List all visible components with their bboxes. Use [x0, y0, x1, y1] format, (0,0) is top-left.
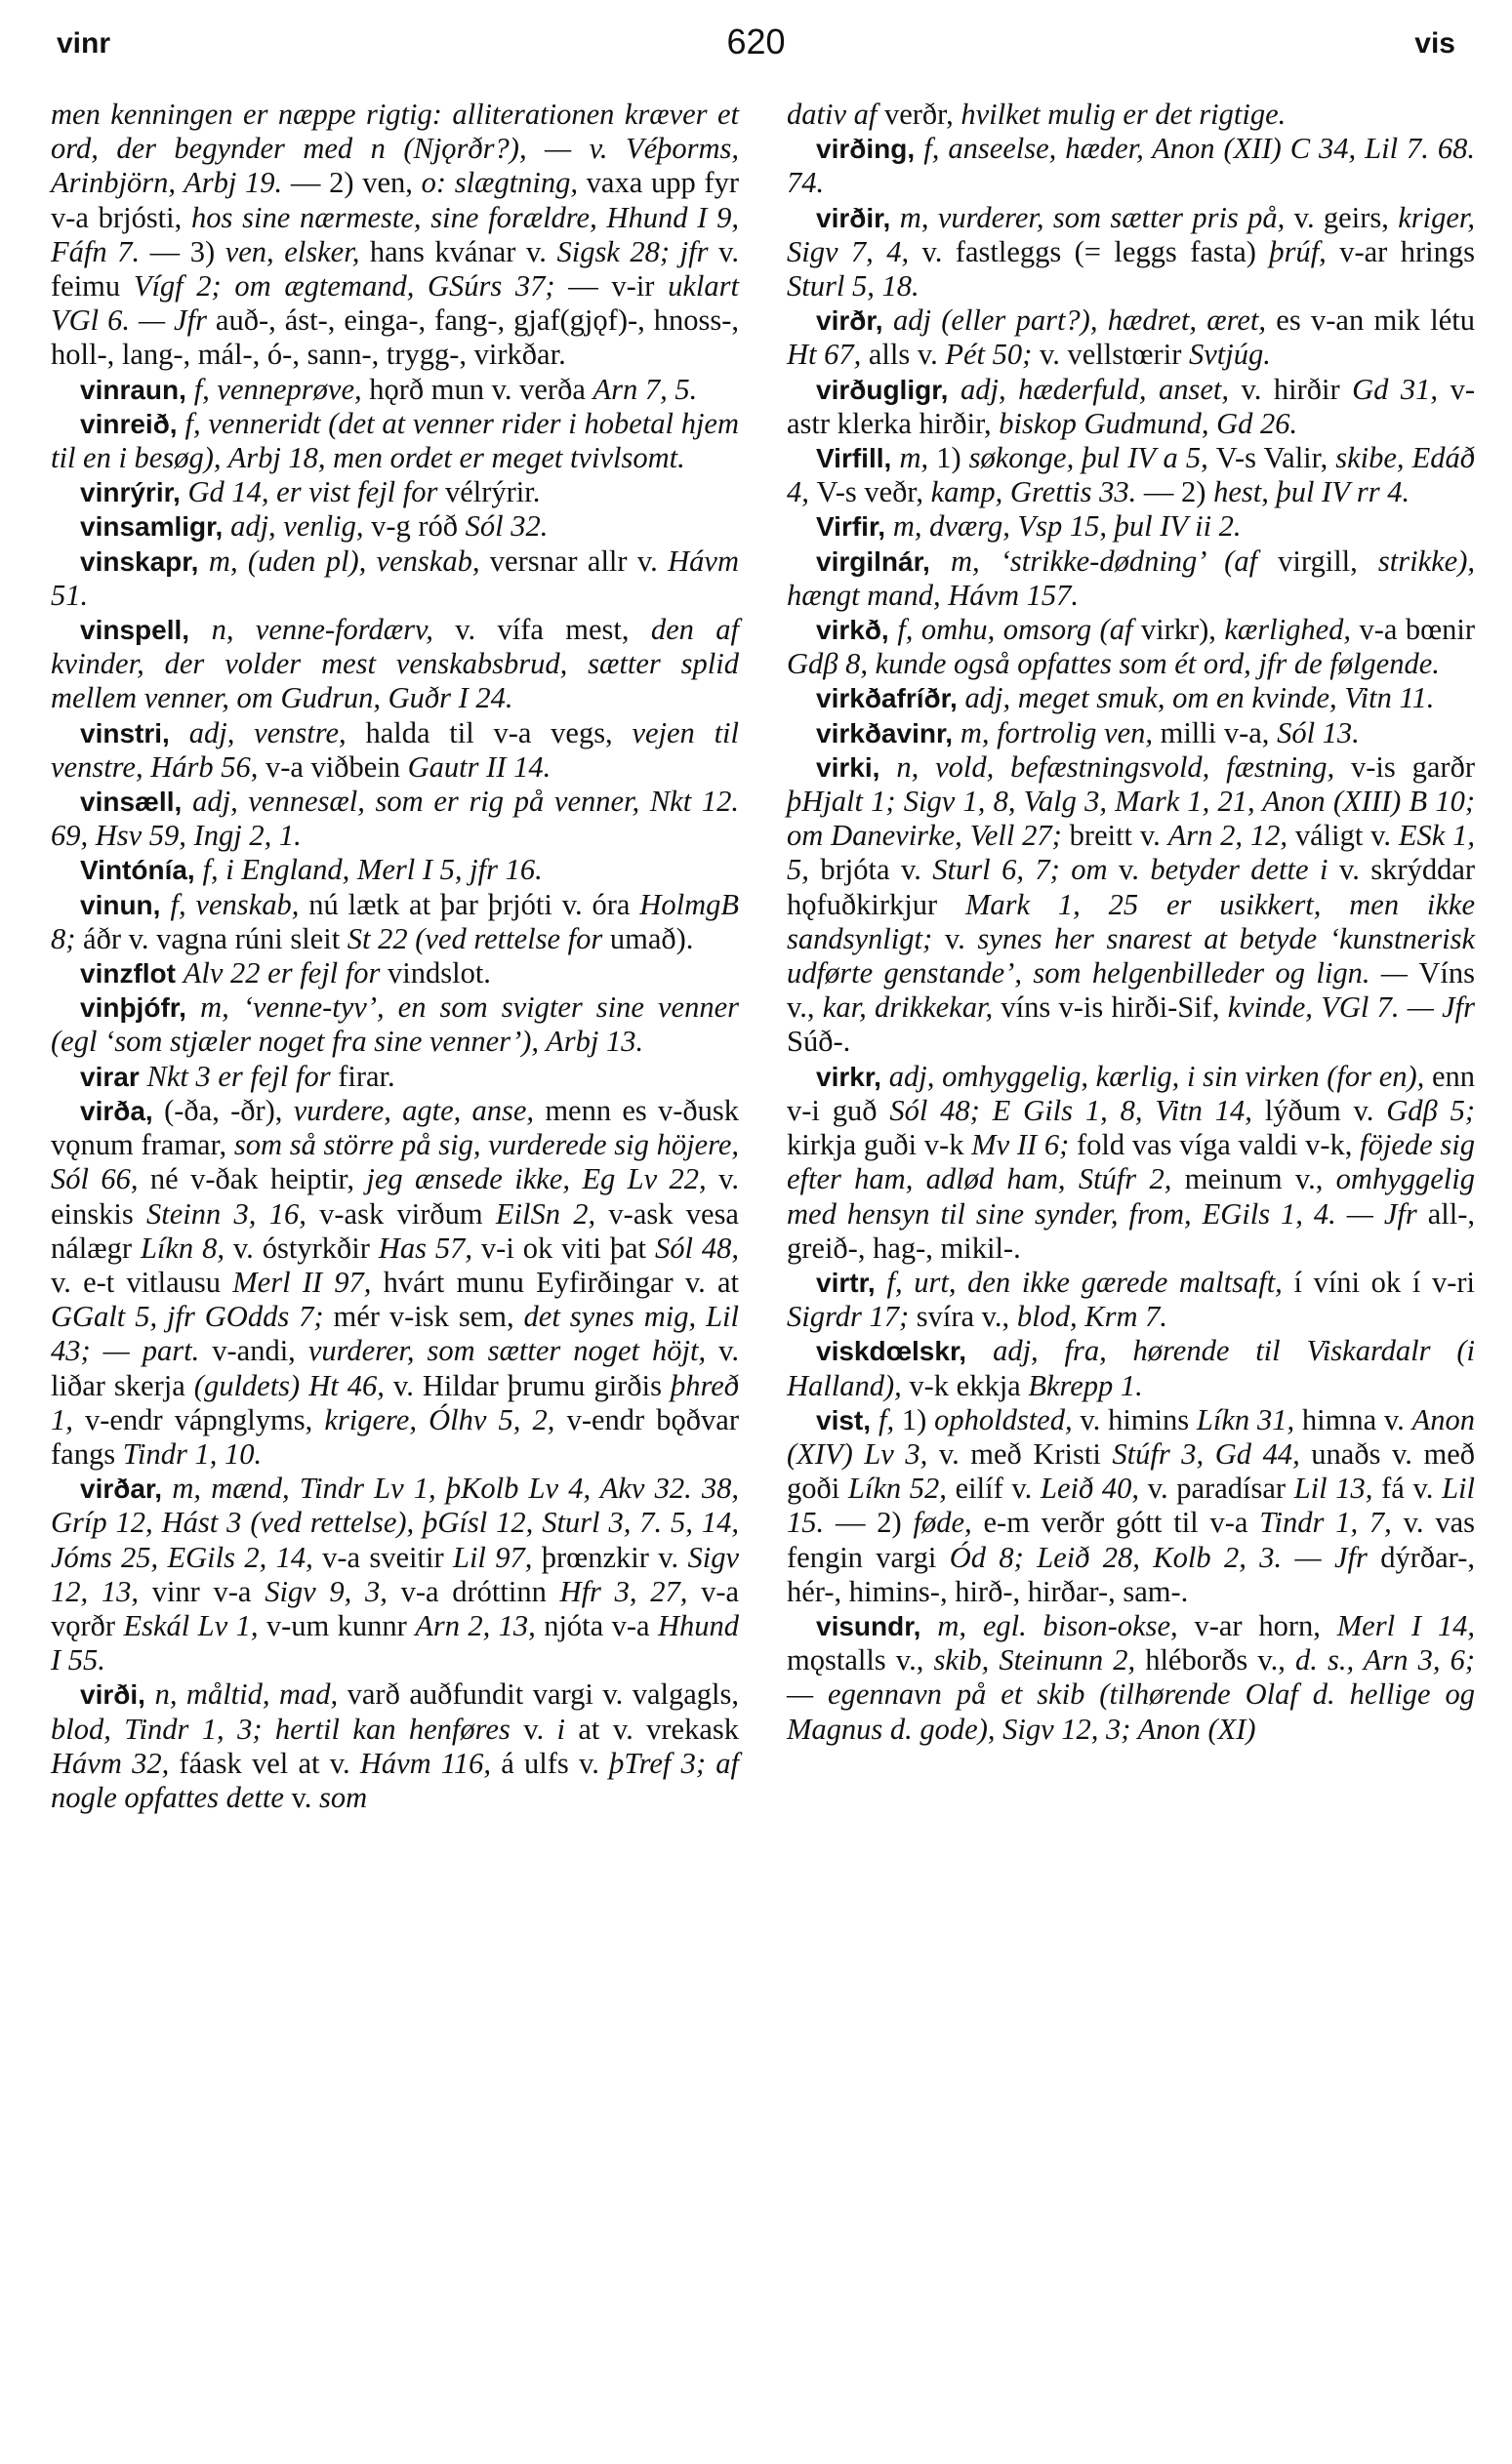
italic-gloss: m, ‘strikke-dødning’ (af — [950, 544, 1279, 578]
entry-text: njóta v-a — [544, 1608, 658, 1642]
italic-gloss: vejen til venstre, Hárb 56, — [51, 715, 739, 784]
entry-text: breitt v. — [1069, 819, 1168, 853]
entry-text: hvárt munu Eyfirðingar v. at — [383, 1265, 740, 1299]
entry-text: nú lætk at þar þrjóti v. óra — [308, 887, 640, 921]
running-head-right: vis — [1414, 27, 1455, 60]
italic-gloss: Tindr 1, 10. — [122, 1436, 263, 1471]
italic-gloss: skibe, Edáð 4, — [787, 441, 1475, 509]
dictionary-entry — [787, 201, 1475, 304]
entry-text: — 2) — [1143, 475, 1214, 509]
entry-text: — v-ir — [568, 269, 669, 303]
entry-text: fold vas víga valdi v-k, — [1077, 1128, 1361, 1162]
headword: vinreið, — [80, 408, 185, 439]
italic-gloss: Mark 1, 25 er usikkert, men ikke sandsynligt; — [787, 887, 1475, 955]
dictionary-entry — [787, 545, 1475, 613]
dictionary-entry — [51, 1472, 739, 1677]
italic-gloss: Hávm 32, — [51, 1746, 180, 1780]
headword: Virfir, — [816, 511, 893, 543]
entry-text: v. geirs, — [1293, 200, 1399, 234]
headword: virar — [80, 1061, 147, 1092]
headword: virði, — [80, 1679, 155, 1711]
italic-gloss: Pét 50; — [945, 338, 1040, 372]
dictionary-entry — [787, 441, 1475, 509]
italic-gloss: Líkn 52, — [847, 1472, 956, 1506]
italic-gloss: det synes mig, Lil 43; — part. — [51, 1300, 739, 1368]
italic-gloss: Tindr 1, 7, — [1259, 1506, 1404, 1540]
entry-text: — 3) — [149, 234, 225, 268]
headword: vinzflot — [80, 958, 184, 990]
entry-text: at v. vrekask — [578, 1712, 739, 1746]
italic-gloss: f, omhu, omsorg (af — [897, 613, 1141, 647]
italic-gloss: krigere, Ólhv 5, 2, — [324, 1402, 567, 1436]
entry-text: vaxa upp fyr v-a brjósti, — [51, 166, 739, 234]
italic-gloss: Vígf 2; om ægtemand, GSúrs 37; — [133, 269, 569, 303]
entry-text: v. vas fengin vargi — [787, 1506, 1476, 1574]
headword: virgilnár, — [816, 545, 951, 577]
entry-text: vindslot. — [388, 956, 491, 990]
entry-text: e-m verðr gótt til v-a — [983, 1506, 1260, 1540]
dictionary-entry — [51, 1677, 739, 1815]
italic-gloss: uklart VGl 6. — Jfr — [51, 269, 739, 338]
italic-gloss: Líkn 31, — [1196, 1402, 1302, 1436]
italic-gloss: jeg ænsede ikke, Eg Lv 22, — [366, 1162, 719, 1196]
italic-gloss: Ht 67, — [787, 338, 869, 372]
entry-text: meinum v., — [1184, 1162, 1336, 1196]
italic-gloss: f, venneridt (det at venner rider i hobetal hjem til en i besøg), Arbj 18, men ordet er meget tvivlsomt. — [51, 406, 739, 475]
entry-text: kirkja guði v-k — [787, 1128, 972, 1162]
entry-text: v-is garðr — [1351, 749, 1475, 784]
headword: vinun, — [80, 889, 171, 920]
entry-text: Víns v., — [787, 956, 1475, 1025]
headword: virðugligr, — [816, 374, 961, 405]
entry-text: þrœnzkir v. — [541, 1540, 688, 1574]
entry-text: v. — [523, 1712, 557, 1746]
dictionary-entry — [51, 888, 739, 956]
left-column — [51, 98, 739, 1815]
headword: virðr, — [816, 305, 893, 337]
entry-text: v. með Kristi — [938, 1436, 1113, 1471]
entry-text: V-s veðr, — [816, 475, 931, 509]
dictionary-entry — [787, 1266, 1475, 1334]
entry-text: menn es v-ðusk vǫnum framar, — [51, 1093, 739, 1162]
italic-gloss: Sturl 5, 18. — [787, 269, 919, 303]
dictionary-entry — [787, 1060, 1475, 1266]
dictionary-entry — [787, 613, 1475, 681]
entry-text: vélrýrir. — [444, 475, 541, 509]
entry-text: v. hirðir — [1241, 372, 1353, 406]
italic-gloss: f, venskab, — [170, 887, 309, 921]
italic-gloss: f, i England, Merl I 5, jfr 16. — [202, 853, 543, 887]
entry-text: váligt v. — [1294, 819, 1399, 853]
entry-text: hǫrð mun v. verða — [369, 372, 593, 406]
entry-text: víns v-is hirði-Sif, — [1001, 990, 1228, 1025]
entry-text: eilíf v. — [955, 1472, 1041, 1506]
italic-gloss: som — [319, 1780, 368, 1814]
entry-text: virkr), — [1140, 613, 1225, 647]
italic-gloss: søkonge, þul IV a 5, — [968, 441, 1216, 475]
headword: vinrýrir, — [80, 477, 188, 508]
entry-text: í víni ok í v-ri — [1293, 1265, 1475, 1299]
entry-text: v. e-t vitlausu — [51, 1265, 233, 1299]
headword: Virfill, — [816, 443, 900, 474]
italic-gloss: þhreð 1, — [51, 1368, 739, 1436]
italic-gloss: Hfr 3, 27, — [559, 1574, 702, 1608]
italic-gloss: f, — [878, 1402, 902, 1436]
italic-gloss: Lil 13, — [1293, 1472, 1382, 1506]
italic-gloss: kriger, Sigv 7, 4, — [787, 200, 1476, 268]
headword: virkð, — [816, 615, 898, 646]
italic-gloss: Arn 7, 5. — [593, 372, 698, 406]
entry-text: v-a dróttinn — [400, 1574, 560, 1608]
italic-gloss: Sturl 6, 7; om — [932, 853, 1119, 887]
dictionary-entry — [51, 475, 739, 509]
italic-gloss: n, måltid, mad, — [154, 1677, 347, 1712]
left-column-continuation — [51, 98, 739, 373]
entry-text: all-, greið-, hag-, mikil-. — [787, 1196, 1475, 1265]
entry-text: v. einskis — [51, 1162, 739, 1231]
entry-text: v-a sveitir — [322, 1540, 453, 1574]
italic-gloss: adj, omhyggelig, kærlig, i sin virken (for en), — [888, 1059, 1432, 1093]
italic-gloss: kar, drikkekar, — [822, 990, 1001, 1025]
entry-text: v. fastleggs (= leggs fasta) — [921, 234, 1270, 268]
italic-gloss: Sól 13. — [1277, 715, 1360, 749]
entry-text: v. vellstœrir — [1039, 338, 1189, 372]
entry-text: v-andi, — [212, 1334, 308, 1368]
headword: vinþjófr, — [80, 992, 201, 1024]
italic-gloss: f, urt, den ikke gærede maltsaft, — [886, 1265, 1294, 1299]
dictionary-entry — [51, 509, 739, 544]
dictionary-entry — [787, 1403, 1475, 1609]
entry-text: mér v-isk sem, — [333, 1300, 524, 1334]
italic-gloss: adj, venstre, — [188, 715, 366, 749]
headword: vinsamligr, — [80, 511, 231, 543]
italic-gloss: Sigrdr 17; — [787, 1300, 917, 1334]
entry-text: varð auðfundit vargi v. valgagls, — [347, 1677, 739, 1712]
italic-gloss: þTref 3; af nogle opfattes dette — [51, 1746, 739, 1814]
entry-text: milli v-a, — [1160, 715, 1278, 749]
dictionary-entry — [51, 545, 739, 613]
entry-text: á ulfs v. — [501, 1746, 610, 1780]
italic-gloss: adj, vennesæl, som er rig på venner, Nkt 12. 69, Hsv 59, Ingj 2, 1. — [51, 785, 739, 853]
italic-gloss: Lil 15. — [787, 1472, 1475, 1540]
italic-gloss: Gdβ 5; — [1386, 1093, 1476, 1127]
italic-gloss: ESk 1, 5, — [787, 819, 1476, 887]
italic-gloss: opholdsted, — [934, 1402, 1081, 1436]
entry-text: v-g róð — [371, 509, 466, 544]
entry-text: v. — [1119, 853, 1151, 887]
entry-text: alls v. — [868, 338, 946, 372]
dictionary-entry — [787, 681, 1475, 715]
headword: virðar, — [80, 1474, 173, 1505]
headword: Vintónía, — [80, 855, 203, 886]
right-column-continuation — [787, 98, 1475, 132]
dictionary-entry — [51, 990, 739, 1059]
italic-gloss: synes her snarest at betyde ‘kunstnerisk udførte genstande’, som helgenbilleder og lign. — — [787, 921, 1475, 990]
entry-text: v-endr vápnglyms, — [85, 1402, 325, 1436]
italic-gloss: Gautr II 14. — [407, 749, 552, 784]
italic-gloss: föjede sig efter ham, adlød ham, Stúfr 2, — [787, 1128, 1475, 1196]
italic-gloss: þrúf, — [1269, 234, 1340, 268]
dictionary-entry — [787, 132, 1475, 200]
italic-gloss: m, dværg, Vsp 15, þul IV ii 2. — [892, 509, 1242, 544]
italic-gloss: f, venneprøve, — [193, 372, 370, 406]
entry-text: hans kvánar v. — [369, 234, 557, 268]
italic-gloss: Steinn 3, 16, — [146, 1196, 320, 1231]
entry-text: 1) — [901, 1402, 935, 1436]
headword: vinsæll, — [80, 787, 193, 818]
italic-gloss: adj, hæderfuld, anset, — [960, 372, 1242, 406]
headword: virkðafríðr, — [816, 683, 965, 714]
entry-text: v-ar hrings — [1339, 234, 1475, 268]
entry-text: v-endr bǫðvar fangs — [51, 1402, 739, 1471]
entry-text: v. skrýddar hǫfuðkirkjur — [787, 853, 1476, 921]
italic-gloss: skib, Steinunn 2, — [933, 1643, 1146, 1677]
headword: virtr, — [816, 1267, 887, 1298]
dictionary-entry — [51, 613, 739, 716]
italic-gloss: Sigv 9, 3, — [265, 1574, 401, 1608]
italic-gloss: Arn 2, 12, — [1167, 819, 1295, 853]
headword: virkðavinr, — [816, 717, 960, 748]
running-head-left: vinr — [57, 27, 111, 60]
entry-text: hléborðs v., — [1145, 1643, 1296, 1677]
italic-gloss: blod, Tindr 1, 3; hertil kan henføres — [51, 1712, 524, 1746]
entry-text: fá v. — [1381, 1472, 1443, 1506]
entry-text: v. Hildar þrumu girðis — [392, 1368, 671, 1402]
entry-text: v-a viðbein — [265, 749, 408, 784]
entry-text: v. feimu — [51, 234, 739, 303]
italic-gloss: men kenningen er næppe rigtig: alliterationen kræver et ord, der begynder med n (Njǫrðr?), — v. — [51, 98, 739, 166]
headword: vinspell, — [80, 615, 212, 646]
entry-text: v. paradísar — [1147, 1472, 1294, 1506]
italic-gloss: Arn 2, 13, — [415, 1608, 545, 1642]
entry-text: v. — [291, 1780, 320, 1814]
entry-text: fáask vel at v. — [179, 1746, 360, 1780]
entry-text: v. óstyrkðir — [232, 1231, 379, 1265]
entry-text: svíra v., — [916, 1300, 1017, 1334]
entry-text: firar. — [338, 1059, 395, 1093]
entry-text: v. himins — [1080, 1402, 1197, 1436]
entry-text: virgill, — [1278, 544, 1378, 578]
italic-gloss: kamp, Grettis 33. — [930, 475, 1144, 509]
dictionary-entry — [51, 716, 739, 785]
italic-gloss: Líkn 8, — [140, 1231, 233, 1265]
italic-gloss: i — [556, 1712, 579, 1746]
italic-gloss: m, — [899, 441, 937, 475]
entry-text: versnar allr v. — [489, 544, 669, 578]
italic-gloss: Hávm 116, — [359, 1746, 502, 1780]
headword: viskdœlskr, — [816, 1336, 994, 1367]
entry-text: umað). — [609, 921, 694, 955]
italic-gloss: ven, elsker, — [225, 234, 370, 268]
italic-gloss: vurdere, agte, anse, — [293, 1093, 546, 1127]
italic-gloss: strikke), hængt mand, Hávm 157. — [787, 544, 1475, 612]
italic-gloss: m, mænd, Tindr Lv 1, þKolb Lv 4, Akv 32. 38, Gríp 12, Hást 3 (ved rettelse), þGísl 12, Sturl 3, 7. 5, 14, Jóms 25, EGils 2, 14, — [51, 1472, 739, 1574]
dictionary-entry — [51, 1060, 739, 1094]
italic-gloss: kvinde, VGl 7. — Jfr — [1227, 990, 1475, 1025]
italic-gloss: vurderer, som sætter noget höjt, — [307, 1334, 719, 1368]
italic-gloss: hvilket mulig er det rigtige. — [960, 98, 1287, 131]
italic-gloss: m, egl. bison-okse, — [937, 1608, 1195, 1642]
italic-gloss: Sól 48, — [654, 1231, 739, 1265]
entry-text: brjóta v. — [820, 853, 933, 887]
entry-text: v-ask virðum — [319, 1196, 496, 1231]
dictionary-entry — [787, 1334, 1475, 1402]
italic-gloss: Sigsk 28; jfr — [556, 234, 719, 268]
entry-text: Súð-. — [787, 1025, 851, 1059]
entry-text: v. vífa mest, — [455, 613, 651, 647]
headword: virðing, — [816, 134, 924, 165]
italic-gloss: Nkt 3 er fejl for — [146, 1059, 339, 1093]
italic-gloss: m, (uden pl), venskab, — [208, 544, 490, 578]
dictionary-entry — [787, 1609, 1475, 1747]
italic-gloss: Merl I 14, — [1336, 1608, 1475, 1642]
italic-gloss: n, venne-fordærv, — [211, 613, 456, 647]
entry-text: verðr, — [883, 98, 961, 131]
italic-gloss: HolmgB 8; — [51, 887, 739, 955]
italic-gloss: Leið 40, — [1040, 1472, 1148, 1506]
italic-gloss: Sigv 12, 13, — [51, 1540, 739, 1608]
dictionary-entry — [787, 373, 1475, 441]
dictionary-entry — [787, 750, 1475, 1060]
italic-gloss: kærlighed, — [1224, 613, 1360, 647]
italic-gloss: den af kvinder, der volder mest venskabsbrud, sætter splid mellem venner, om Gudrun, Guðr I 24. — [51, 613, 739, 715]
dictionary-entry — [51, 853, 739, 887]
right-column — [787, 98, 1475, 1747]
dictionary-entry — [51, 785, 739, 853]
italic-gloss: Hávm 51. — [51, 544, 739, 612]
dictionary-entry — [51, 956, 739, 990]
headword: virki, — [816, 751, 897, 783]
entry-text: v-a vǫrðr — [51, 1574, 740, 1642]
italic-gloss: Sól 32. — [465, 509, 549, 544]
italic-gloss: omhyggelig med hensyn til sine synder, from, EGils 1, 4. — Jfr — [787, 1162, 1475, 1231]
italic-gloss: adj (eller part?), hædret, æret, — [892, 303, 1277, 338]
headword: vinstri, — [80, 717, 189, 748]
italic-gloss: m, ‘venne-tyv’, en som svigter sine venner (egl ‘som stjæler noget fra sine venner’), Arbj 13. — [51, 990, 739, 1059]
entry-text: (-ða, -ðr), — [164, 1093, 294, 1127]
entry-text: halda til v-a vegs, — [365, 715, 633, 749]
entry-text: — 2) — [835, 1506, 914, 1540]
dictionary-entry — [51, 407, 739, 475]
entry-text: v-ask vesa nálægr — [51, 1196, 739, 1265]
entry-text: v-um kunnr — [266, 1608, 416, 1642]
entry-text: v-astr klerka hirðir, — [787, 372, 1475, 440]
italic-gloss: Hhund I 55. — [51, 1608, 739, 1677]
entry-text: mǫstalls v., — [787, 1643, 934, 1677]
italic-gloss: adj, meget smuk, om en kvinde, Vitn 11. — [964, 681, 1435, 715]
italic-gloss: føde, — [913, 1506, 984, 1540]
italic-gloss: Lil 97, — [453, 1540, 542, 1574]
headword: vist, — [816, 1404, 879, 1435]
entry-text: né v-ðak heiptir, — [149, 1162, 367, 1196]
italic-gloss: Alv 22 er fejl for — [183, 956, 388, 990]
italic-gloss: Gd 31, — [1352, 372, 1451, 406]
headword: virðir, — [816, 202, 900, 233]
italic-gloss: Mv II 6; — [971, 1128, 1077, 1162]
italic-gloss: blod, Krm 7. — [1016, 1300, 1168, 1334]
entry-text: vinr v-a — [151, 1574, 266, 1608]
italic-gloss: m, vurderer, som sætter pris på, — [899, 200, 1294, 234]
dictionary-entry — [51, 373, 739, 407]
italic-gloss: (guldets) Ht 46, — [193, 1368, 393, 1402]
italic-gloss: EilSn 2, — [495, 1196, 609, 1231]
italic-gloss: Anon (XIV) Lv 3, — [787, 1402, 1475, 1471]
dictionary-entry — [51, 1094, 739, 1472]
entry-text: lýðum v. — [1264, 1093, 1387, 1127]
italic-gloss: m, fortrolig ven, — [960, 715, 1161, 749]
entry-text: es v-an mik létu — [1276, 303, 1475, 338]
italic-gloss: Gd 14, er vist fejl for — [187, 475, 445, 509]
italic-gloss: þHjalt 1; Sigv 1, 8, Valg 3, Mark 1, 21, Anon (XIII) B 10; om Danevirke, Vell 27; — [787, 785, 1475, 853]
entry-text: v. — [944, 921, 978, 955]
dictionary-entry — [787, 509, 1475, 544]
italic-gloss: adj, fra, hørende til Viskardalr (i Halland), — [787, 1334, 1475, 1402]
italic-gloss: som så större på sig, vurderede sig höjere, Sól 66, — [51, 1128, 739, 1196]
entry-text: V-s Valir, — [1215, 441, 1336, 475]
italic-gloss: Gdβ 8, kunde også opfattes som ét ord, jfr de følgende. — [787, 647, 1440, 681]
entry-text: v-a bœnir — [1359, 613, 1475, 647]
italic-gloss: biskop Gudmund, Gd 26. — [999, 406, 1298, 440]
italic-gloss: adj, venlig, — [230, 509, 372, 544]
italic-gloss: Ód 8; Leið 28, Kolb 2, 3. — Jfr — [949, 1540, 1381, 1574]
entry-text: 1) — [936, 441, 969, 475]
italic-gloss: o: slægtning, — [421, 166, 587, 200]
page-number: 620 — [726, 21, 786, 61]
headword: virkr, — [816, 1061, 889, 1092]
entry-text: unaðs v. með goði — [787, 1436, 1475, 1506]
italic-gloss: hos sine nærmeste, sine forældre, Hhund I 9, Fáfn 7. — [51, 200, 739, 268]
headword: visundr, — [816, 1610, 938, 1641]
italic-gloss: f, anseelse, hæder, Anon (XII) C 34, Lil 7. 68. 74. — [787, 132, 1475, 200]
italic-gloss: St 22 (ved rettelse for — [347, 921, 610, 955]
dictionary-entry — [787, 716, 1475, 750]
entry-text: áðr v. vagna rúni sleit — [83, 921, 347, 955]
italic-gloss: d. s., Arn 3, 6; — egennavn på et skib (tilhørende Olaf d. hellige og Magnus d. gode), Sigv 12, 3; Anon (XI) — [787, 1643, 1475, 1746]
entry-text: v. liðar skerja — [51, 1334, 740, 1402]
dictionary-entry — [787, 303, 1475, 372]
entry-text: himna v. — [1301, 1402, 1412, 1436]
entry-text: — 2) ven, — [290, 166, 422, 200]
entry-text: v-k ekkja — [909, 1368, 1029, 1402]
italic-gloss: Merl II 97, — [232, 1265, 384, 1299]
entry-text: dýrðar-, hér-, himins-, hirð-, hirðar-, sam-. — [787, 1540, 1475, 1608]
entry-text: v-ar horn, — [1194, 1608, 1337, 1642]
entry-text: enn v-i guð — [787, 1059, 1476, 1127]
italic-gloss: Sól 48; E Gils 1, 8, Vitn 14, — [889, 1093, 1265, 1127]
italic-gloss: GGalt 5, jfr GOdds 7; — [51, 1300, 334, 1334]
headword: vinskapr, — [80, 545, 209, 577]
headword: vinraun, — [80, 374, 194, 405]
italic-gloss: n, vold, befæstningsvold, fæstning, — [896, 749, 1352, 784]
italic-gloss: Svtjúg. — [1188, 338, 1271, 372]
italic-gloss: Has 57, — [378, 1231, 481, 1265]
headword: virða, — [80, 1095, 165, 1126]
italic-gloss: hest, þul IV rr 4. — [1213, 475, 1410, 509]
italic-gloss: Bkrepp 1. — [1028, 1368, 1143, 1402]
italic-gloss: dativ af — [787, 98, 884, 131]
italic-gloss: Stúfr 3, Gd 44, — [1112, 1436, 1312, 1471]
italic-gloss: Véþorms, Arinbjörn, Arbj 19. — [51, 132, 739, 200]
italic-gloss: betyder dette i — [1150, 853, 1339, 887]
entry-text: auð-, ást-, einga-, fang-, gjaf(gjǫf)-, hnoss-, holl-, lang-, mál-, ó-, sann-, trygg-, virkðar. — [51, 303, 740, 372]
entry-text: v-i ok viti þat — [480, 1231, 655, 1265]
italic-gloss: Eskál Lv 1, — [123, 1608, 266, 1642]
